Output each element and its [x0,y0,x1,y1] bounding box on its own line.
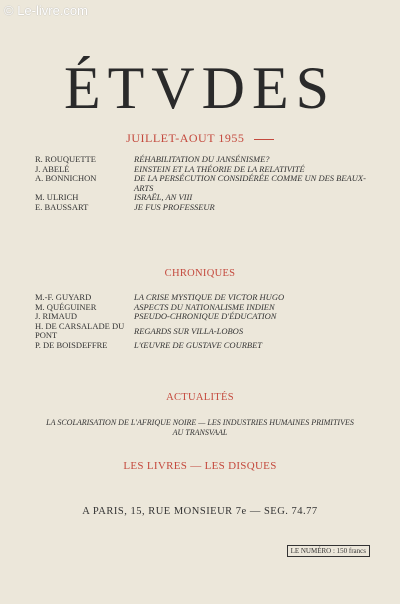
chronique-row [35,341,380,351]
masthead: ÉTVDES [64,55,336,121]
chronique-title: PSEUDO-CHRONIQUE D'ÉDUCATION [134,311,277,321]
article-title: ISRAËL, AN VIII [134,192,193,202]
price-label: LE NUMÉRO : 150 francs [287,545,370,557]
issue-date [0,131,400,146]
article-author: R. ROUQUETTE [35,154,96,164]
chronique-author: P. DE BOISDEFFRE [35,339,108,350]
chroniques-list [35,293,380,350]
article-author: E. BAUSSART [35,201,89,212]
chronique-row [35,322,380,341]
actualites-text: LA SCOLARISATION DE L'AFRIQUE NOIRE — LES INDUSTRIES HUMAINES PRIMITIVES AU TRANSVAAL [46,418,354,437]
article-title: RÉHABILITATION DU JANSÉNISME? [134,154,270,164]
article-row [35,203,380,213]
chronique-author: J. RIMAUD [35,311,78,321]
chronique-title: REGARDS SUR VILLA-LOBOS [134,325,244,336]
article-author: J. ABELÉ [35,163,70,174]
watermark: © Le-livre.com [4,3,88,18]
chroniques-heading: CHRONIQUES [164,268,236,279]
article-list [35,155,380,212]
chronique-title: ASPECTS DU NATIONALISME INDIEN [134,301,275,312]
chronique-title: L'ŒUVRE DE GUSTAVE COURBET [134,339,263,350]
books-records-line: LES LIVRES — LES DISQUES [123,460,277,472]
article-title: DE LA PERSÉCUTION CONSIDÉRÉE COMME UN DES BEAUX-ARTS [134,173,366,193]
issue-date-text: JUILLET-AOUT 1955 [126,131,245,145]
actualites-heading: ACTUALITÉS [166,392,234,403]
publisher-address: A PARIS, 15, RUE MONSIEUR 7e — SEG. 74.77 [82,506,318,517]
article-author: A. BONNICHON [35,173,97,183]
article-title: EINSTEIN ET LA THÉORIE DE LA RELATIVITÉ [134,163,305,174]
chronique-author: M. QUÉGUINER [35,301,97,312]
article-author: M. ULRICH [35,192,79,202]
article-row [35,174,380,193]
chronique-author: M.-F. GUYARD [35,292,92,302]
chronique-title: LA CRISE MYSTIQUE DE VICTOR HUGO [134,292,285,302]
chronique-author: H. DE CARSALADE DU PONT [35,320,125,340]
article-title: JE FUS PROFESSEUR [134,201,215,212]
issue-divider [254,139,274,140]
